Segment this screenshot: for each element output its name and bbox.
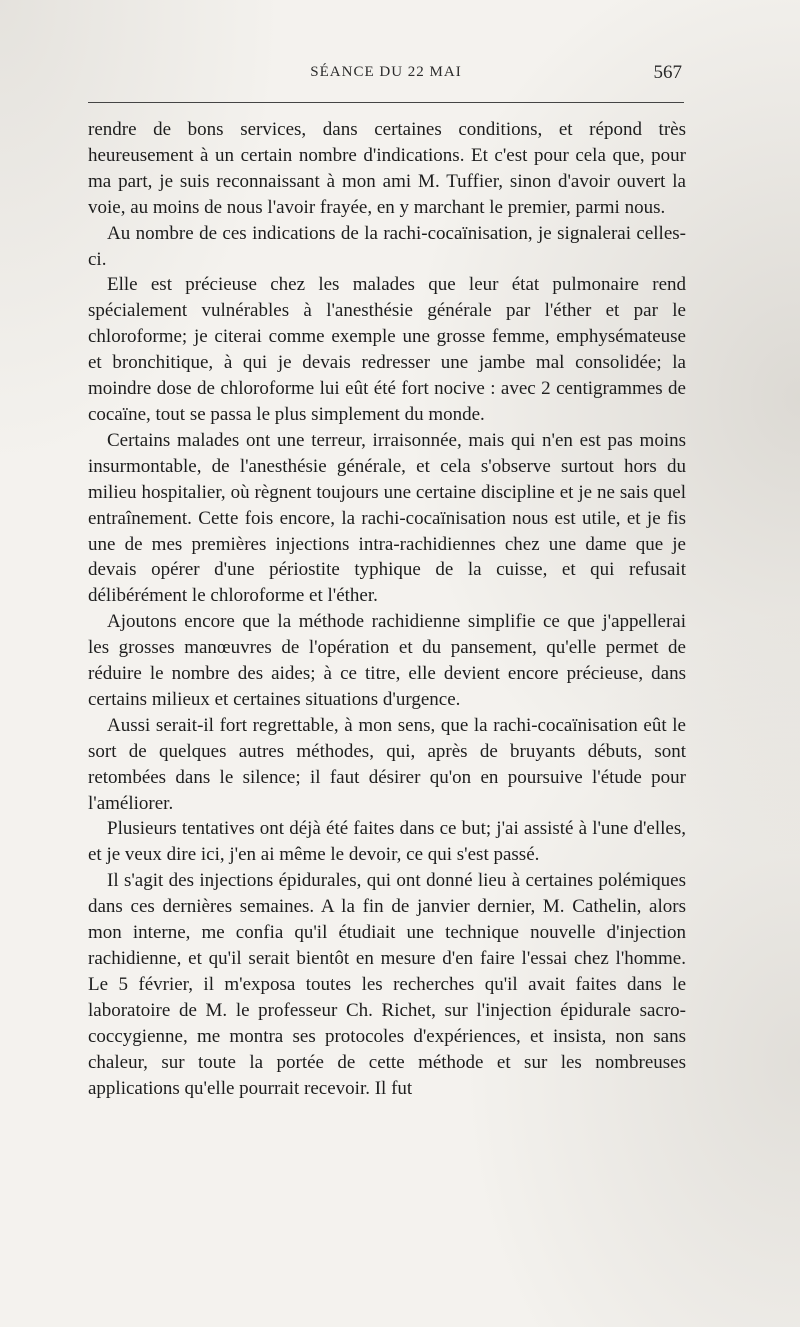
paragraph: Ajoutons encore que la méthode rachidienne simplifie ce que j'appellerai les grosses manœuvres de l'opération et du pansement, qu'elle permet de réduire le nombre des aides; à ce titre, elle devient encore précieuse, dans certains milieux et certaines situations d'urgence. <box>88 611 686 710</box>
paragraph: Elle est précieuse chez les malades que leur état pulmonaire rend spécialement vulnérables à l'anesthésie générale par l'éther et par le chloroforme; je citerai comme exemple une grosse femme, emphysémateuse et bronchitique, à qui je devais redresser une jambe mal consolidée; la moindre dose de chloroforme lui eût été fort nocive : avec 2 centigrammes de cocaïne, tout se passa le plus simplement du monde. <box>88 274 686 425</box>
paragraph: Aussi serait-il fort regrettable, à mon sens, que la rachi-cocaïnisation eût le sort de quelques autres méthodes, qui, après de bruyants débuts, sont retombées dans le silence; il faut désirer qu'on en poursuive l'étude pour l'améliorer. <box>88 714 686 814</box>
paragraph: Il s'agit des injections épidurales, qui ont donné lieu à certaines polémiques dans ces dernières semaines. A la fin de janvier dernier, M. Cathelin, alors mon interne, me confia qu'il étudiait une technique nouvelle d'injection rachidienne, et qu'il serait bientôt en mesure d'en faire l'essai chez l'homme. Le 5 février, il m'exposa toutes les recherches qu'il avait faites dans le laboratoire de M. le professeur Ch. Richet, sur l'injection épidurale sacro-coccygienne, me montra ses protocoles d'expériences, et insista, non sans chaleur, sur toute la portée de cette méthode et sur les nombreuses applications qu'elle pourrait recevoir. Il fut <box>88 870 686 1099</box>
body-text <box>88 117 686 1101</box>
page-header <box>88 62 684 90</box>
paragraph: rendre de bons services, dans certaines conditions, et répond très heureusement à un certain nombre d'indications. Et c'est pour cela que, pour ma part, je suis reconnaissant à mon ami M. Tuffier, sinon d'avoir ouvert la voie, au moins de nous l'avoir frayée, en y marchant le premier, parmi nous. <box>88 119 686 218</box>
paragraph: Plusieurs tentatives ont déjà été faites dans ce but; j'ai assisté à l'une d'elles, et je veux dire ici, j'en ai même le devoir, ce qui s'est passé. <box>88 818 686 866</box>
running-head: SÉANCE DU 22 MAI <box>310 64 462 80</box>
page-number: 567 <box>653 62 682 83</box>
paragraph: Au nombre de ces indications de la rachi-cocaïnisation, je signalerai celles-ci. <box>88 222 686 270</box>
paragraph: Certains malades ont une terreur, irraisonnée, mais qui n'en est pas moins insurmontable, de l'anesthésie générale, et cela s'observe surtout hors du milieu hospitalier, où règnent toujours une certaine discipline et je ne sais quel entraînement. Cette fois encore, la rachi-cocaïnisation nous est utile, et je fis une de mes premières injections intra-rachidiennes chez une dame que je devais opérer d'une périostite typhique de la cuisse, et qui refusait délibérément le chloroforme et l'éther. <box>88 429 686 607</box>
header-rule <box>88 102 684 103</box>
